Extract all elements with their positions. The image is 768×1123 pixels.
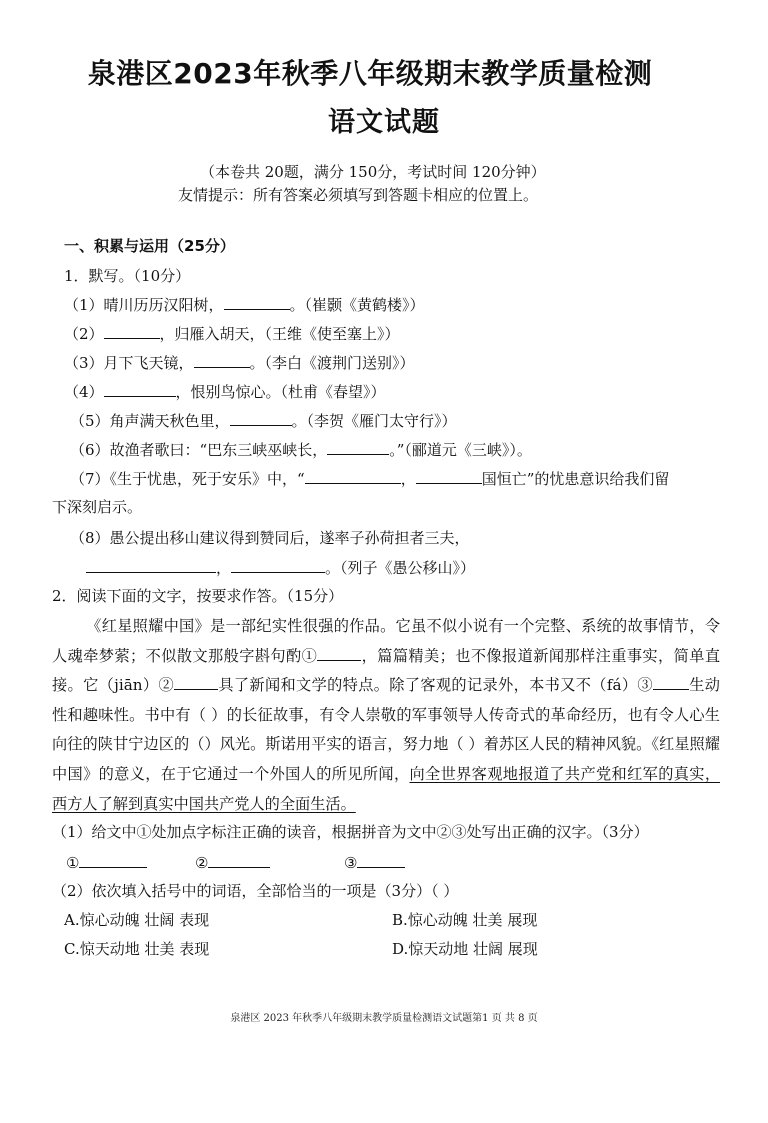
option-b: B.惊心动魄 壮美 展现 (392, 911, 538, 929)
answer-blank (104, 323, 160, 339)
q2-sub-1: （1）给文中①处加点字标注正确的读音，根据拼音为文中②③处写出正确的汉字。（3分） (52, 823, 649, 841)
q1-item-5: （5）角声满天秋色里， 。（李贺《雁门太守行》） (70, 412, 457, 430)
answer-blank (224, 294, 290, 310)
exam-tip: 友情提示：所有答案必须填写到答题卡相应的位置上。 (178, 186, 539, 204)
answer-blank (327, 439, 389, 455)
section-heading: 一、积累与运用（25分） (64, 237, 235, 255)
answer-blank (305, 468, 401, 484)
q1-item-1: （1）晴川历历汉阳树， 。（崔颢《黄鹤楼》） (64, 296, 425, 314)
q1-item-7: （7）《生于忧患，死于安乐》中，“ ， 国恒亡”的忧患意识给我们留 (70, 470, 670, 488)
question-2-stem: 2．阅读下面的文字，按要求作答。（15分） (52, 587, 344, 605)
answer-blank (357, 852, 405, 868)
answer-blank (416, 468, 482, 484)
q1-item-8: （8）愚公提出移山建议得到赞同后，遂率子孙荷担者三夫， (70, 529, 470, 547)
q1-item-3: （3）月下飞天镜， 。（李白《渡荆门送别》） (64, 354, 415, 372)
q1-item-8-blanks: ， 。（列子《愚公移山》） (86, 557, 475, 578)
answer-blank (653, 674, 689, 690)
q1-item-2: （2） ，归雁入胡天，（王维《使至塞上》） (64, 325, 400, 343)
answer-blank (231, 557, 325, 573)
underlined-sentence: 向全世界客观地报道了共产党和红军的真实，西方人了解到真实中国共产党人的全面生活。 (52, 764, 721, 813)
q2-sub-1-blanks: ① ② ③ (66, 852, 405, 873)
page-footer: 泉港区 2023 年秋季八年级期末教学质量检测语文试题第1 页 共 8 页 (230, 1013, 538, 1024)
exam-info: （本卷共 20题，满分 150分，考试时间 120分钟） (200, 163, 546, 181)
answer-blank (317, 645, 361, 661)
q1-item-7-cont: 下深刻启示。 (52, 498, 143, 516)
exam-title: 泉港区2023年秋季八年级期末教学质量检测 (87, 57, 653, 90)
q2-sub-2: （2）依次填入括号中的词语，全部恰当的一项是（3分）（ ） (52, 882, 459, 900)
answer-blank (194, 352, 250, 368)
option-a: A.惊心动魄 壮阔 表现 (64, 911, 210, 929)
q1-item-4: （4） ，恨别鸟惊心。（杜甫《春望》） (64, 383, 386, 401)
answer-blank (208, 852, 270, 868)
exam-subtitle: 语文试题 (328, 107, 440, 138)
reading-passage: 《红星照耀中国》是一部纪实性很强的作品。它虽不似小说有一个完整、系统的故事情节，令人魂牵梦萦；不似散文那般字斟句酌① ，篇篇精美；也不像报道新闻那样注重事实，简单直接。它（jiān）② 具了新闻和文学的特点。除了客观的记录外，本书又不（fá）③ 生动性和趣味性。书中有（ ）的长征故事，有令人崇敬的军事领导人传奇式的革命经历，也有令人心生向往的陕甘宁边区的（）风光。斯诺用平实的语言，努力地（ ）着苏区人民的精神风貌。《红星照耀中国》的意义，在于它通过一个外国人的所见所闻，向全世界客观地报道了共产党和红军的真实，西方人了解到真实中国共产党人的全面生活。 (52, 617, 721, 813)
answer-blank (230, 410, 292, 426)
answer-blank (174, 674, 218, 690)
option-d: D.惊天动地 壮阔 展现 (392, 940, 538, 958)
answer-blank (104, 381, 176, 397)
option-c: C.惊天动地 壮美 表现 (64, 940, 210, 958)
question-1-stem: 1．默写。（10分） (64, 267, 191, 285)
answer-blank (79, 852, 147, 868)
answer-blank (86, 557, 216, 573)
q1-item-6: （6）故渔者歌曰：“巴东三峡巫峡长， 。”（郦道元《三峡》）。 (70, 441, 532, 459)
